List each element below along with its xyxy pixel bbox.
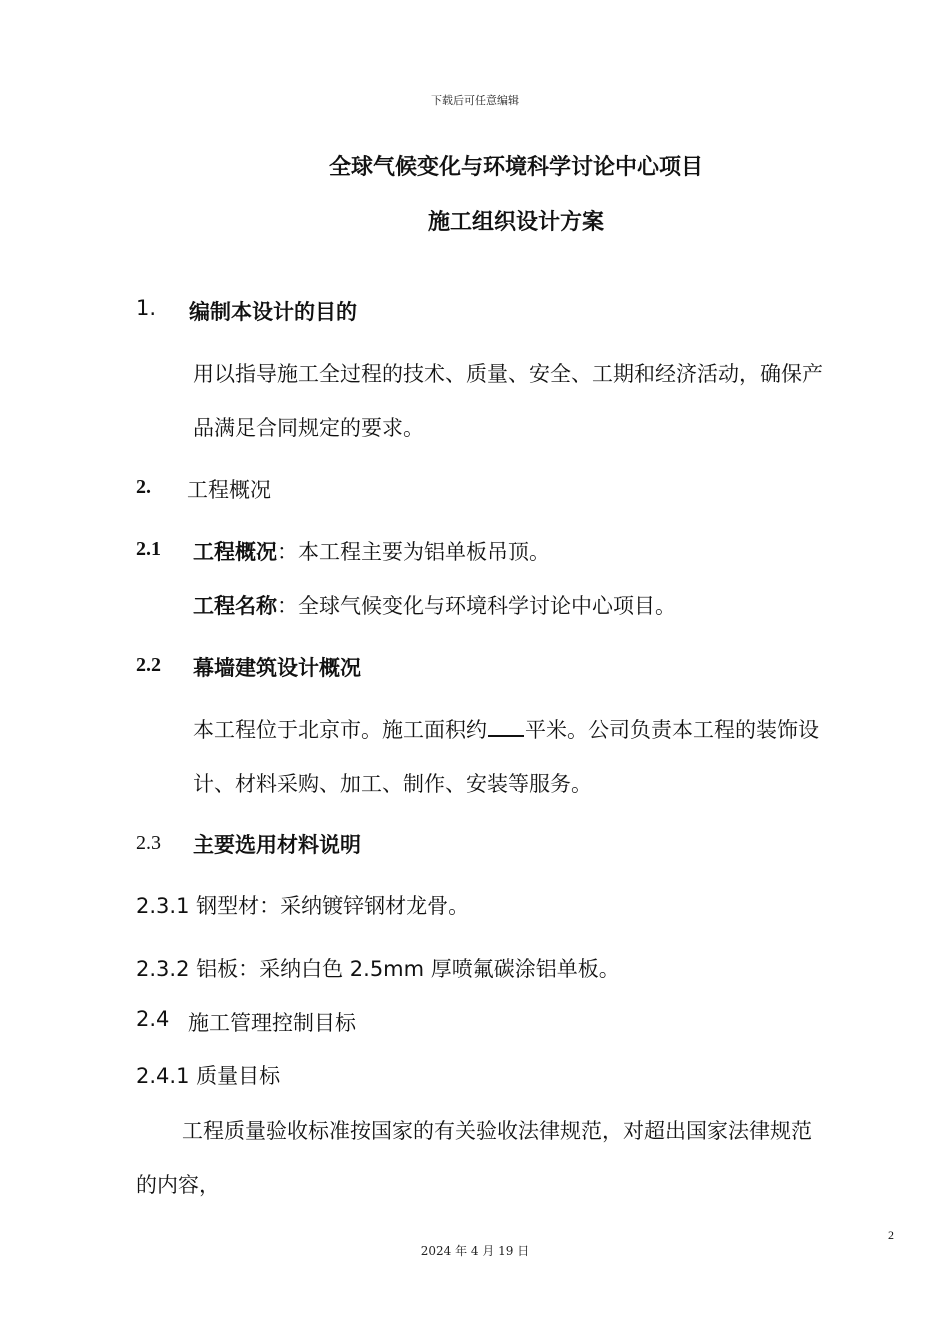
section-title: 工程概况 <box>187 478 271 502</box>
text-segment: 平米。公司负责本工程的装饰设 <box>525 718 819 742</box>
section-title: 编制本设计的目的 <box>189 300 357 324</box>
paragraph-line: 用以指导施工全过程的技术、质量、安全、工期和经济活动，确保产 <box>193 362 823 386</box>
page-header-note: 下载后可任意编辑 <box>431 94 519 107</box>
paragraph-line: 的内容， <box>136 1173 220 1197</box>
section-title: 主要选用材料说明 <box>193 833 361 857</box>
paragraph-line <box>193 714 819 744</box>
section-title: 施工管理控制目标 <box>188 1011 356 1035</box>
overview-label: 工程概况 <box>193 540 277 564</box>
project-name-label: 工程名称 <box>193 594 277 618</box>
section-number: 2.4 <box>136 1007 170 1031</box>
overview-line <box>193 536 550 566</box>
section-number: 2.3 <box>136 832 161 854</box>
section-number: 2.1 <box>136 538 161 560</box>
list-item: 2.3.1 钢型材：采纳镀锌钢材龙骨。 <box>136 894 470 918</box>
section-number: 2.2 <box>136 654 161 676</box>
paragraph-line: 品满足合同规定的要求。 <box>193 416 424 440</box>
blank-underline <box>488 734 524 737</box>
subsection-title: 2.4.1 质量目标 <box>136 1064 281 1088</box>
list-item: 2.3.2 铝板：采纳白色 2.5mm 厚喷氟碳涂铝单板。 <box>136 957 620 981</box>
project-name-line <box>193 590 676 620</box>
overview-text: ：本工程主要为铝单板吊顶。 <box>277 540 550 564</box>
paragraph-line: 工程质量验收标准按国家的有关验收法律规范，对超出国家法律规范 <box>182 1119 812 1143</box>
text-segment: 本工程位于北京市。施工面积约 <box>193 718 487 742</box>
section-number: 2. <box>136 476 151 498</box>
section-title: 幕墙建筑设计概况 <box>193 656 361 680</box>
paragraph-line: 计、材料采购、加工、制作、安装等服务。 <box>193 772 592 796</box>
page-number: 2 <box>888 1228 894 1242</box>
footer-date: 2024 年 4 月 19 日 <box>420 1244 530 1258</box>
document-title: 全球气候变化与环境科学讨论中心项目 <box>328 155 703 180</box>
project-name-text: ：全球气候变化与环境科学讨论中心项目。 <box>277 594 676 618</box>
document-subtitle: 施工组织设计方案 <box>427 210 604 235</box>
section-number: 1. <box>136 296 157 320</box>
